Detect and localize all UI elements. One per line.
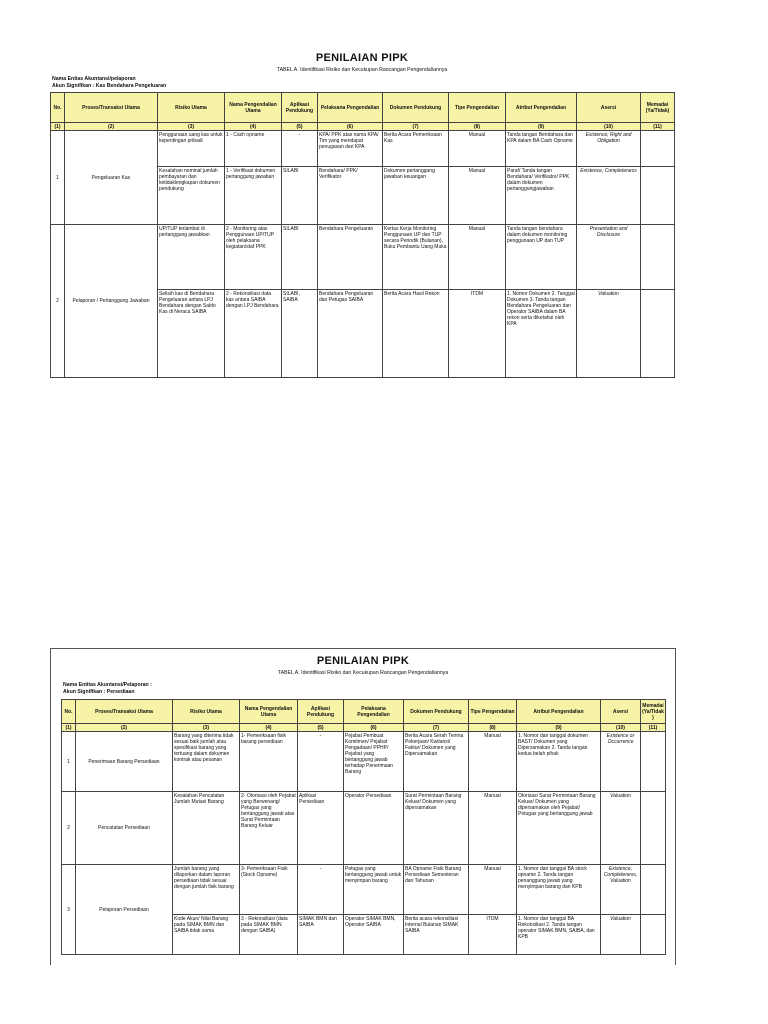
column-header: Tipe Pengendalian xyxy=(449,93,506,123)
adequate-cell xyxy=(641,732,666,792)
executor-cell: Operator Persediaan xyxy=(344,792,404,865)
column-number: (6) xyxy=(344,724,404,732)
adequate-cell xyxy=(641,225,675,290)
column-number: (9) xyxy=(517,724,601,732)
sheet-persediaan xyxy=(50,648,676,965)
process-cell: Penerimaan Barang Persediaan xyxy=(76,732,173,792)
table-row xyxy=(62,865,666,915)
process-cell: Pengeluaran Kas xyxy=(65,131,158,225)
document-cell: Berita Acara Serah Terima Pekerjaan/ Kwitansi/ Faktur/ Dokumen yang Dipersamakan xyxy=(404,732,469,792)
column-number: (3) xyxy=(158,123,225,131)
type-cell: Manual xyxy=(469,792,517,865)
sheet1-title: PENILAIAN PIPK xyxy=(315,52,409,64)
column-number: (7) xyxy=(383,123,449,131)
column-header: No. xyxy=(51,93,65,123)
process-cell: Pencatatan Persediaan xyxy=(76,792,173,865)
column-header: Asersi xyxy=(601,700,641,724)
assertion-cell: Valuation xyxy=(601,792,641,865)
type-cell: Manual xyxy=(449,131,506,167)
control-cell: 3- Pemeriksaan Fisik (Stock Opname) xyxy=(240,865,298,915)
adequate-cell xyxy=(641,167,675,225)
assertion-cell: Existence, Right and Obligation xyxy=(577,131,641,167)
table-row xyxy=(62,792,666,865)
assertion-cell: Presentation and Disclosure xyxy=(577,225,641,290)
column-header: No. xyxy=(62,700,76,724)
attribute-cell: Tanda tangan Bendahara dan KPA dalam BA Cash Opname xyxy=(506,131,577,167)
executor-cell: Petugas yang bertanggung jawab untuk menyimpan barang xyxy=(344,865,404,915)
risk-cell: Selisih kas di Bendahara Pengeluaran antara LPJ Bendahara dengan Saldo Kas di Neraca SAIBA xyxy=(158,290,225,378)
column-header: Dokumen Pendukung xyxy=(383,93,449,123)
assertion-cell: Existence, Completeness xyxy=(577,167,641,225)
column-header: Aplikasi Pendukung xyxy=(282,93,318,123)
control-cell: 3 - Rekonsiliasi (data pada SIMAK BMN dengan SAIBA) xyxy=(240,915,298,955)
column-header: Memadai (Ya/Tidak) xyxy=(641,700,666,724)
type-cell: Manual xyxy=(469,865,517,915)
type-cell: ITDM xyxy=(449,290,506,378)
attribute-cell: 1. Nomor Dokumen 2. Tanggal Dokumen 3. Tanda tangan Bendahara Pengeluaran dan Operator SAIBA dalam BA rekon serta diketahui oleh KPA xyxy=(506,290,577,378)
column-header: Dokumen Pendukung xyxy=(404,700,469,724)
sheet2-entity-label: Nama Entitas Akuntansi/Pelaporan : xyxy=(63,682,152,688)
document-cell: Kertas Kerja Monitoring Penggunaan UP dan TUP secara Periodik (Bulanan), Buku Pembantu Uang Muka xyxy=(383,225,449,290)
sheet1-header-row xyxy=(51,93,675,123)
sheet2-body xyxy=(62,732,666,955)
assertion-cell: Existence, Completeness, Valuation xyxy=(601,865,641,915)
table-row xyxy=(51,225,675,290)
column-header: Nama Pengendalian Utama xyxy=(225,93,282,123)
column-number: (2) xyxy=(65,123,158,131)
assertion-cell: Valuation xyxy=(577,290,641,378)
process-cell: Pelaporan Persediaan xyxy=(76,865,173,955)
row-number: 1 xyxy=(62,732,76,792)
table-row xyxy=(51,131,675,167)
row-number: 1 xyxy=(51,131,65,225)
risk-cell: Barang yang diterima tidak sesuai baik jumlah atau spesifikasi barang yang tertuang dalam dokumen kontrak atau pesanan xyxy=(173,732,240,792)
column-header: Asersi xyxy=(577,93,641,123)
column-number: (11) xyxy=(641,724,666,732)
adequate-cell xyxy=(641,915,666,955)
column-number: (7) xyxy=(404,724,469,732)
risk-cell: UP/TUP terlambat di pertanggung jawabkan xyxy=(158,225,225,290)
type-cell: Manual xyxy=(449,225,506,290)
executor-cell: KPA/ PPK atas nama KPA/ Tim yang mendapat penugasan dari KPA xyxy=(318,131,383,167)
sheet-kas-bendahara xyxy=(50,52,674,378)
sheet1-number-row xyxy=(51,123,675,131)
column-number: (5) xyxy=(298,724,344,732)
sheet2-account-label: Akun Signifikan : Persediaan xyxy=(63,689,135,695)
attribute-cell: 1. Nomor dan tanggal dokumen BAST/ Dokumen yang Dipersamakan 2. Tanda tangan kedua belah pihak xyxy=(517,732,601,792)
app-cell: - xyxy=(298,732,344,792)
document-cell: Surat Permintaan Barang Keluar/ Dokumen yang dipersamakan xyxy=(404,792,469,865)
row-number: 2 xyxy=(51,225,65,378)
column-header: Proses/Transaksi Utama xyxy=(65,93,158,123)
assertion-cell: Valuation xyxy=(601,915,641,955)
column-number: (10) xyxy=(577,123,641,131)
risk-cell: Penggunaan uang kas untuk kepentingan pribadi xyxy=(158,131,225,167)
column-number: (11) xyxy=(641,123,675,131)
column-number: (4) xyxy=(225,123,282,131)
column-header: Aplikasi Pendukung xyxy=(298,700,344,724)
column-number: (1) xyxy=(62,724,76,732)
type-cell: ITDM xyxy=(469,915,517,955)
column-number: (3) xyxy=(173,724,240,732)
executor-cell: Bendahara Pengeluaran dan Petugas SAIBA xyxy=(318,290,383,378)
app-cell: - xyxy=(282,131,318,167)
column-number: (6) xyxy=(318,123,383,131)
sheet2-number-row xyxy=(62,724,666,732)
document-cell: Dokumen pertanggung jawaban keuangan xyxy=(383,167,449,225)
control-cell: 1 - Verifikasi dokumen pertanggung jawaban xyxy=(225,167,282,225)
attribute-cell: Otorisasi Surat Permintaan Barang Keluar/ Dokumen yang dipersamakan oleh Pejabat/ Petugas yang bertanggung jawab xyxy=(517,792,601,865)
type-cell: Manual xyxy=(449,167,506,225)
column-header: Atribut Pengendalian xyxy=(506,93,577,123)
attribute-cell: 1. Nomor dan tanggal BA stock opname 2. Tanda tangan penanggung jawab yang menyimpan barang dan KPB xyxy=(517,865,601,915)
attribute-cell: 1. Nomor dan tanggal BA Rekonsiliasi 2. Tanda tangan operator SIMAK BMN, SAIBA, dan KPB xyxy=(517,915,601,955)
adequate-cell xyxy=(641,131,675,167)
process-cell: Pelaporan / Pertanggung Jawaban xyxy=(65,225,158,378)
executor-cell: Pejabat Pembuat Komitmen/ Pejabat Pengadaan/ PPHP/ Pejabat yang bertanggung jawab terhadap Penerimaan Barang xyxy=(344,732,404,792)
control-cell: 1 - Cash opname xyxy=(225,131,282,167)
control-cell: 2 - Rekonsiliasi data kas antara SAIBA dengan LPJ Bendahara xyxy=(225,290,282,378)
column-header: Risiko Utama xyxy=(158,93,225,123)
sheet2-title: PENILAIAN PIPK xyxy=(316,655,410,667)
app-cell: Aplikasi Persediaan xyxy=(298,792,344,865)
column-header: Pelaksana Pengendalian xyxy=(318,93,383,123)
column-number: (9) xyxy=(506,123,577,131)
document-cell: Berita acara rekonsiliasi Internal Bulanan SIMAK SAIBA xyxy=(404,915,469,955)
document-cell: Berita Acara Pemeriksaan Kas xyxy=(383,131,449,167)
column-header: Risiko Utama xyxy=(173,700,240,724)
column-header: Tipe Pengendalian xyxy=(469,700,517,724)
control-cell: 2 - Monitoring atas Penggunaan UP/TUP oleh pelaksana kegiatan/staf PPK xyxy=(225,225,282,290)
sheet1-subtitle: TABEL A. Identifikasi Risiko dan Kecukupan Rancangan Pengendaliannya xyxy=(276,67,448,73)
document-cell: BA Opname Fisik Barang Persediaan Semesteran dan Tahunan xyxy=(404,865,469,915)
app-cell: SIMAK BMN dan SAIBA xyxy=(298,915,344,955)
sheet2-table xyxy=(61,699,666,955)
column-number: (4) xyxy=(240,724,298,732)
app-cell: SILABI, SAIBA xyxy=(282,290,318,378)
attribute-cell: Tanda tangan bendahara dalam dokumen monitoring penggunaan UP dan TUP xyxy=(506,225,577,290)
column-number: (2) xyxy=(76,724,173,732)
adequate-cell xyxy=(641,290,675,378)
executor-cell: Bendahara/ PPK/ Verifikator xyxy=(318,167,383,225)
sheet1-entity-label: Nama Entias Akuntansi/pelaporan xyxy=(52,76,136,82)
app-cell: - xyxy=(298,865,344,915)
table-row xyxy=(62,732,666,792)
column-number: (10) xyxy=(601,724,641,732)
sheet2-header-row xyxy=(62,700,666,724)
sheet2-meta xyxy=(61,682,675,696)
column-header: Atribut Pengendalian xyxy=(517,700,601,724)
app-cell: SILABI xyxy=(282,225,318,290)
executor-cell: Bendahara Pengeluaran xyxy=(318,225,383,290)
risk-cell: Kesalahan nominal jumlah pembayaran dan ketidaklengkapan dokumen pendukung xyxy=(158,167,225,225)
risk-cell: Kesalahan Pencatatan Jumlah Mutasi Barang xyxy=(173,792,240,865)
sheet1-body xyxy=(51,131,675,378)
sheet1-table xyxy=(50,92,675,378)
row-number: 2 xyxy=(62,792,76,865)
executor-cell: Operator SIMAK BMN, Operator SAIBA xyxy=(344,915,404,955)
column-number: (1) xyxy=(51,123,65,131)
app-cell: SILABI xyxy=(282,167,318,225)
column-header: Memadai (Ya/Tidak) xyxy=(641,93,675,123)
sheet1-meta xyxy=(50,76,674,90)
adequate-cell xyxy=(641,865,666,915)
column-number: (8) xyxy=(469,724,517,732)
sheet1-account-label: Akun Signifikan : Kas Bendahara Pengeluaran xyxy=(52,83,167,89)
column-number: (5) xyxy=(282,123,318,131)
risk-cell: Jumlah barang yang dilaporkan dalam laporan persediaan tidak sesuai dengan jumlah fisik barang xyxy=(173,865,240,915)
column-header: Pelaksana Pengendalian xyxy=(344,700,404,724)
row-number: 3 xyxy=(62,865,76,955)
adequate-cell xyxy=(641,792,666,865)
document-cell: Berita Acara Hasil Rekon xyxy=(383,290,449,378)
column-number: (8) xyxy=(449,123,506,131)
attribute-cell: Paraf/ Tanda tangan Bendahara/ Verifikator/ PPK dalam dokumen pertanggungjawaban xyxy=(506,167,577,225)
assertion-cell: Existence or Occurrence xyxy=(601,732,641,792)
control-cell: 1- Pemeriksaan fisik barang persediaan xyxy=(240,732,298,792)
column-header: Proses/Transaksi Utama xyxy=(76,700,173,724)
sheet2-subtitle: TABEL A. Identifikasi Risiko dan Kecukupan Rancangan Pengendaliannya xyxy=(277,670,449,676)
column-header: Nama Pengendalian Utama xyxy=(240,700,298,724)
type-cell: Manual xyxy=(469,732,517,792)
risk-cell: Kode Akun/ Nilai Barang pada SIMAK BMN dan SAIBA tidak sama xyxy=(173,915,240,955)
control-cell: 2- Otorisasi oleh Pejabat yang Berwenang/ Petugas yang bertanggung jawab atas Surat Permintaan Barang Keluar xyxy=(240,792,298,865)
